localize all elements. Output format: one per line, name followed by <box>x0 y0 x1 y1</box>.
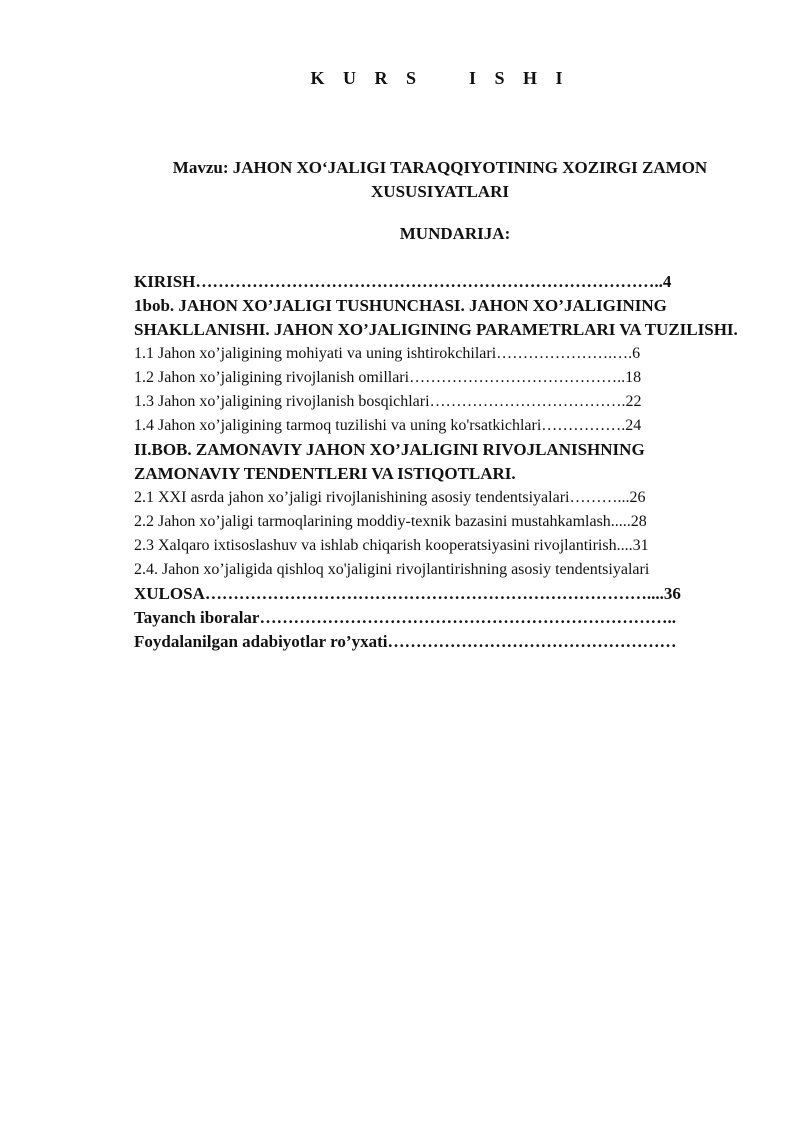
toc-entry-chapter-2: II.BOB. ZAMONAVIY JAHON XO’JALIGINI RIVOJLANISHNING ZAMONAVIY TENDENTLERI VA ISTIQOTLARI. <box>134 440 645 483</box>
toc-entry-section-1-4: 1.4 Jahon xo’jaligining tarmoq tuzilishi va uning ko'rsatkichlari…………….24 <box>134 417 642 434</box>
toc-entry-references: Foydalanilgan adabiyotlar ro’yxati…………………………………………… <box>134 632 677 651</box>
toc-entry-introduction: KIRISH………………………………………………………………………..4 <box>134 272 672 291</box>
toc-entry-section-1-3: 1.3 Jahon xo’jaligining rivojlanish bosqichlari……………………………….22 <box>134 393 642 410</box>
toc-entry-chapter-1: 1bob. JAHON XO’JALIGI TUSHUNCHASI. JAHON XO’JALIGINING SHAKLLANISHI. JAHON XO’JALIGINING PARAMETRLARI VA TUZILISHI. <box>134 296 738 339</box>
toc-entry-section-2-3: 2.3 Xalqaro ixtisoslashuv va ishlab chiqarish kooperatsiyasini rivojlantirish....31 <box>134 537 649 554</box>
toc-entry-section-2-1: 2.1 XXI asrda jahon xo’jaligi rivojlanishining asosiy tendentsiyalari………...26 <box>134 489 646 506</box>
toc-entry-conclusion: XULOSA……………………………………………………………………....36 <box>134 584 681 603</box>
toc-entry-section-1-2: 1.2 Jahon xo’jaligining rivojlanish omillari…………………………………..18 <box>134 369 642 386</box>
toc-entry-section-1-1: 1.1 Jahon xo’jaligining mohiyati va uning ishtirokchilari………………….….6 <box>134 345 641 362</box>
topic-title: Mavzu: JAHON XO‘JALIGI TARAQQIYOTINING XOZIRGI ZAMON XUSUSIYATLARI <box>172 158 708 201</box>
toc-entry-key-terms: Tayanch iboralar……………………………………………………………….. <box>134 608 676 627</box>
toc-entry-section-2-2: 2.2 Jahon xo’jaligi tarmoqlarining moddiy-texnik bazasini mustahkamlash.....28 <box>134 513 647 530</box>
toc-entry-section-2-4: 2.4. Jahon xo’jaligida qishloq xo'jaligini rivojlantirishning asosiy tendentsiyalari <box>134 561 650 578</box>
toc-heading: MUNDARIJA: <box>399 224 511 243</box>
document-type-title: K U R S I S H I <box>310 68 570 88</box>
table-of-contents <box>134 270 744 654</box>
